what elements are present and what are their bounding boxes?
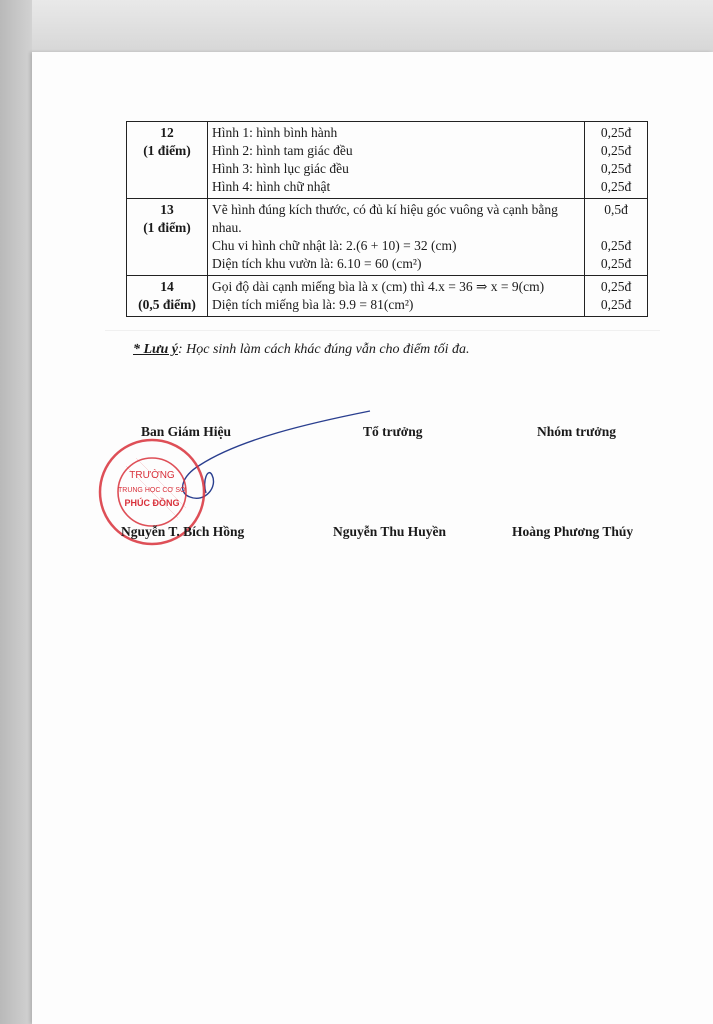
question-number: 13 <box>160 202 174 217</box>
score-value: 0,25đ <box>600 238 632 253</box>
table-row <box>127 276 648 317</box>
table-row <box>127 122 648 199</box>
signature-name-group-leader: Hoàng Phương Thúy <box>512 524 634 539</box>
score-value: 0,25đ <box>600 179 632 194</box>
score-cell <box>585 276 648 317</box>
note-body: : Học sinh làm cách khác đúng vẫn cho điểm tối đa. <box>177 342 470 357</box>
answer-cell <box>208 122 585 199</box>
answer-table <box>126 121 648 317</box>
answer-cell <box>208 199 585 276</box>
stamp-line-1: TRƯỜNG <box>129 470 175 481</box>
question-number: 12 <box>160 125 174 140</box>
stamp-line-2: TRUNG HỌC CƠ SỞ <box>117 487 187 494</box>
score-value: 0,25đ <box>600 256 632 271</box>
answer-line: Diện tích miếng bìa là: 9.9 = 81(cm²) <box>212 297 414 312</box>
answer-line: Diện tích khu vườn là: 6.10 = 60 (cm²) <box>212 256 422 271</box>
question-cell <box>127 199 208 276</box>
answer-line: Chu vi hình chữ nhật là: 2.(6 + 10) = 32 (cm) <box>212 238 457 253</box>
question-points: (1 điểm) <box>143 143 191 158</box>
question-points: (1 điểm) <box>143 220 191 235</box>
score-value: 0,25đ <box>600 279 632 294</box>
score-value: 0,25đ <box>600 161 632 176</box>
answer-line: Hình 1: hình bình hành <box>212 125 338 140</box>
answer-line: Vẽ hình đúng kích thước, có đủ kí hiệu góc vuông và cạnh bằng nhau. <box>212 202 558 235</box>
stamp-line-3: PHÚC ĐỒNG <box>124 498 180 508</box>
note-label: * Lưu ý <box>133 342 178 357</box>
table-row <box>127 199 648 276</box>
scan-background-top <box>0 0 713 60</box>
signature-title-principal: Ban Giám Hiệu <box>141 424 232 439</box>
answer-line: Hình 2: hình tam giác đều <box>212 143 353 158</box>
answer-line: Hình 4: hình chữ nhật <box>212 179 331 194</box>
score-cell <box>585 122 648 199</box>
question-number: 14 <box>160 279 174 294</box>
answer-line: Gọi độ dài cạnh miếng bìa là x (cm) thì 4.x = 36 ⇒ x = 9(cm) <box>212 279 545 294</box>
signature-name-team-leader: Nguyễn Thu Huyền <box>333 524 447 539</box>
question-points: (0,5 điểm) <box>138 297 196 312</box>
signature-name-principal: Nguyễn T. Bích Hồng <box>121 524 245 539</box>
answer-line: Hình 3: hình lục giác đều <box>212 161 349 176</box>
answer-cell <box>208 276 585 317</box>
score-value: 0,25đ <box>600 143 632 158</box>
score-cell <box>585 199 648 276</box>
signature-title-group-leader: Nhóm trưởng <box>537 424 616 439</box>
question-cell <box>127 122 208 199</box>
score-value: 0,5đ <box>604 202 628 217</box>
note-text <box>133 342 470 358</box>
score-value: 0,25đ <box>600 297 632 312</box>
score-value: 0,25đ <box>600 125 632 140</box>
scan-left-edge <box>0 0 32 1024</box>
signature-title-team-leader: Tổ trưởng <box>363 424 423 439</box>
score-spacer <box>589 219 643 237</box>
question-cell <box>127 276 208 317</box>
